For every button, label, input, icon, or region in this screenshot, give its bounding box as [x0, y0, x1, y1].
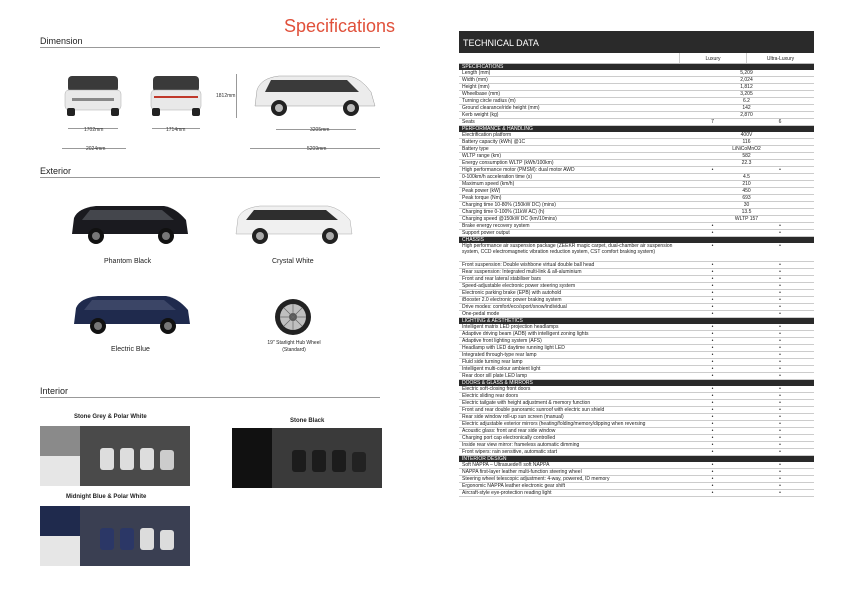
- table-row: [459, 462, 814, 469]
- spec-name: Peak power (kW): [462, 188, 501, 194]
- spec-value-ultra-luxury: •: [779, 469, 781, 475]
- table-row: [459, 435, 814, 442]
- length-label: 5209mm: [307, 146, 327, 152]
- spec-name: Steering wheel telescopic adjustment: 4-way, powered, ID memory: [462, 476, 610, 482]
- spec-name: Fluid side turning rear lamp: [462, 359, 523, 365]
- table-row: [459, 132, 814, 139]
- spec-value: 4.5: [743, 174, 750, 180]
- spec-name: Electric sliding rear doors: [462, 393, 519, 399]
- spec-value: 2,870: [740, 112, 753, 118]
- spec-value-ultra-luxury: •: [779, 223, 781, 229]
- spec-name: Energy consumption WLTP (kWh/100km): [462, 160, 554, 166]
- interior-midnight-blue-photo: [80, 506, 190, 566]
- spec-name: One-pedal mode: [462, 311, 500, 317]
- spec-value-ultra-luxury: •: [779, 483, 781, 489]
- spec-value-ultra-luxury: •: [779, 276, 781, 282]
- table-row: [459, 276, 814, 283]
- table-row: [459, 407, 814, 414]
- spec-value-luxury: •: [711, 276, 714, 282]
- height-dimension-line: [236, 74, 237, 118]
- spec-value-ultra-luxury: •: [779, 243, 781, 249]
- spec-value: 5,209: [740, 70, 753, 76]
- front-track-label: 1702mm: [84, 127, 104, 133]
- spec-value-ultra-luxury: •: [779, 230, 781, 236]
- spec-name: Rear side window roll-up sun screen (manual): [462, 414, 564, 420]
- spec-value-ultra-luxury: •: [779, 269, 781, 275]
- spec-value: LiNiCoMnO2: [732, 146, 761, 152]
- spec-name: High performance air suspension package (ZEEKR magic carpet, dual-chamber air suspension system, CCD electromagnetic vibration reduction system, CST comfort braking system): [462, 243, 673, 255]
- spec-value-luxury: •: [711, 311, 714, 317]
- spec-value: WLTP 157: [734, 216, 759, 222]
- exterior-heading: Exterior: [40, 166, 380, 178]
- spec-value-ultra-luxury: •: [779, 462, 781, 468]
- interior-stone-black-label: Stone Black: [290, 418, 325, 424]
- wheel-label: [254, 340, 334, 354]
- spec-value-ultra-luxury: •: [779, 359, 781, 365]
- spec-name: Rear suspension: Integrated multi-link & all-aluminium: [462, 269, 582, 275]
- spec-name: Rear door sill plate LED lamp: [462, 373, 528, 379]
- spec-value: 13.5: [741, 209, 752, 215]
- spec-value-luxury: •: [711, 366, 714, 372]
- spec-value: 693: [742, 195, 751, 201]
- table-row: [459, 188, 814, 195]
- spec-value-luxury: •: [711, 476, 714, 482]
- table-row: [459, 153, 814, 160]
- spec-value-ultra-luxury: •: [779, 449, 781, 455]
- table-row: [459, 428, 814, 435]
- spec-name: Adaptive driving beam (ADB) with intelligent zoning lights: [462, 331, 589, 337]
- table-row: [459, 442, 814, 449]
- spec-name: 0-100km/h acceleration time (s): [462, 174, 533, 180]
- spec-value-ultra-luxury: •: [779, 373, 781, 379]
- interior-stone-grey-photo: [80, 426, 190, 486]
- table-row: [459, 366, 814, 373]
- spec-value-luxury: •: [711, 414, 714, 420]
- spec-value-luxury: •: [711, 223, 714, 229]
- spec-name: Inside rear view mirror: frameless automatic dimming: [462, 442, 580, 448]
- color-crystal-white: Crystal White: [272, 258, 314, 265]
- spec-value-ultra-luxury: •: [779, 352, 781, 358]
- spec-name: Peak torque (Nm): [462, 195, 502, 201]
- spec-value-luxury: •: [711, 428, 714, 434]
- spec-name: Support power output: [462, 230, 510, 236]
- crystal-white-car: [232, 202, 356, 248]
- page-title: Specifications: [284, 16, 396, 36]
- spec-name: Electric tailgate with height adjustment & memory function: [462, 400, 591, 406]
- section-band: SPECIFICATIONS: [459, 64, 814, 70]
- spec-value-luxury: •: [711, 483, 714, 489]
- spec-name: WLTP range (km): [462, 153, 501, 159]
- spec-value-luxury: •: [711, 442, 714, 448]
- spec-name: Kerb weight (kg): [462, 112, 499, 118]
- table-row: [459, 297, 814, 304]
- interior-stone-grey-label: Stone Grey & Polar White: [74, 414, 147, 420]
- table-row: [459, 393, 814, 400]
- column-header-blank: [459, 53, 679, 63]
- section-band: DOORS & GLASS & MIRRORS: [459, 380, 814, 386]
- spec-name: Soft NAPPA – Ultrasuede® soft NAPPA: [462, 462, 550, 468]
- spec-value: 6.2: [743, 98, 750, 104]
- spec-value-luxury: •: [711, 283, 714, 289]
- spec-name: Brake energy recovery system: [462, 223, 530, 229]
- table-row: [459, 167, 814, 174]
- width-label: 2024mm: [86, 146, 106, 152]
- spec-value-luxury: 7: [711, 119, 714, 125]
- spec-name: Charging time 0-100% (11kW AC) (h): [462, 209, 545, 215]
- spec-name: Front and rear lateral stabiliser bars: [462, 276, 541, 282]
- table-row: [459, 195, 814, 202]
- interior-heading: Interior: [40, 386, 380, 398]
- wheel-icon: [274, 298, 312, 336]
- spec-name: Electric adjustable exterior mirrors (heating/folding/memory/dipping when reversing: [462, 421, 646, 427]
- spec-name: Front wipers: rain sensitive, automatic start: [462, 449, 558, 455]
- spec-value-luxury: •: [711, 352, 714, 358]
- spec-value: 210: [742, 181, 751, 187]
- spec-value-ultra-luxury: •: [779, 324, 781, 330]
- table-row: [459, 119, 814, 126]
- column-header-luxury: Luxury: [679, 53, 746, 63]
- table-row: [459, 469, 814, 476]
- spec-value-ultra-luxury: •: [779, 290, 781, 296]
- technical-data-table: [459, 31, 814, 497]
- interior-midnight-blue-label: Midnight Blue & Polar White: [66, 494, 147, 500]
- height-label: 1812mm: [216, 93, 236, 99]
- table-row: [459, 223, 814, 230]
- spec-name: Battery type: [462, 146, 489, 152]
- dimension-heading: Dimension: [40, 36, 380, 48]
- spec-value-luxury: •: [711, 359, 714, 365]
- table-row: [459, 352, 814, 359]
- spec-name: Length (mm): [462, 70, 491, 76]
- interior-stone-grey-swatches: [40, 426, 80, 486]
- table-row: [459, 160, 814, 167]
- color-electric-blue: Electric Blue: [111, 346, 150, 353]
- table-row: [459, 269, 814, 276]
- spec-value-luxury: •: [711, 421, 714, 427]
- spec-value-ultra-luxury: 6: [778, 119, 782, 125]
- spec-name: Electrification platform: [462, 132, 512, 138]
- spec-name: Ground clearance/ride height (mm): [462, 105, 540, 111]
- spec-value-ultra-luxury: •: [779, 366, 781, 372]
- spec-name: Battery capacity (kWh) @1C: [462, 139, 526, 145]
- spec-value-luxury: •: [711, 243, 714, 249]
- table-row: [459, 230, 814, 237]
- spec-value: 116: [742, 139, 751, 145]
- spec-name: Charging time 10-80% (150kW DC) (mins): [462, 202, 556, 208]
- spec-name: Adaptive front lighting system (AFS): [462, 338, 542, 344]
- spec-value: 30: [743, 202, 750, 208]
- spec-value: 582: [742, 153, 751, 159]
- table-row: [459, 181, 814, 188]
- spec-value: 2,024: [740, 77, 753, 83]
- table-row: [459, 345, 814, 352]
- spec-value-ultra-luxury: •: [779, 338, 781, 344]
- spec-value: 3,205: [740, 91, 753, 97]
- table-row: [459, 70, 814, 77]
- spec-name: Intelligent matrix LED projection headlamps: [462, 324, 559, 330]
- spec-value-luxury: •: [711, 407, 714, 413]
- spec-value-ultra-luxury: •: [779, 345, 781, 351]
- section-band: CHASSIS: [459, 237, 814, 243]
- table-row: [459, 414, 814, 421]
- spec-value-ultra-luxury: •: [779, 331, 781, 337]
- spec-value-ultra-luxury: •: [779, 428, 781, 434]
- spec-value-ultra-luxury: •: [779, 167, 781, 173]
- spec-value-luxury: •: [711, 373, 714, 379]
- table-body: [459, 64, 814, 497]
- spec-name: Maximum speed (km/h): [462, 181, 515, 187]
- spec-value-luxury: •: [711, 400, 714, 406]
- front-view-drawing: [62, 72, 124, 120]
- spec-value-ultra-luxury: •: [779, 414, 781, 420]
- spec-value-ultra-luxury: •: [779, 421, 781, 427]
- table-row: [459, 338, 814, 345]
- spec-name: Aircraft-style eye-protection reading light: [462, 490, 552, 496]
- spec-name: High performance motor (PMSM): dual motor AWD: [462, 167, 575, 173]
- spec-name: Wheelbase (mm): [462, 91, 501, 97]
- spec-value-ultra-luxury: •: [779, 304, 781, 310]
- spec-value-ultra-luxury: •: [779, 435, 781, 441]
- table-row: [459, 84, 814, 91]
- spec-value: 22.3: [741, 160, 752, 166]
- table-row: [459, 243, 814, 262]
- spec-value-ultra-luxury: •: [779, 476, 781, 482]
- section-band: PERFORMANCE & HANDLING: [459, 126, 814, 132]
- table-row: [459, 483, 814, 490]
- table-row: [459, 174, 814, 181]
- spec-value-luxury: •: [711, 338, 714, 344]
- spec-value-luxury: •: [711, 331, 714, 337]
- spec-value: 142: [742, 105, 751, 111]
- table-row: [459, 421, 814, 428]
- spec-value-luxury: •: [711, 469, 714, 475]
- table-row: [459, 304, 814, 311]
- table-row: [459, 139, 814, 146]
- spec-value-ultra-luxury: •: [779, 400, 781, 406]
- spec-value-ultra-luxury: •: [779, 393, 781, 399]
- table-row: [459, 112, 814, 119]
- table-row: [459, 311, 814, 318]
- spec-value-luxury: •: [711, 262, 714, 268]
- table-row: [459, 490, 814, 497]
- spec-name: Electric soft-closing front doors: [462, 386, 531, 392]
- spec-name: Front suspension: Double wishbone virtual double ball head: [462, 262, 595, 268]
- wheelbase-label: 3205mm: [310, 127, 330, 133]
- rear-track-label: 1714mm: [166, 127, 186, 133]
- interior-stone-black-photo: [272, 428, 382, 488]
- spec-value-ultra-luxury: •: [779, 297, 781, 303]
- spec-value-luxury: •: [711, 167, 714, 173]
- table-row: [459, 324, 814, 331]
- spec-value-ultra-luxury: •: [779, 442, 781, 448]
- spec-name: Charging port cap electronically controlled: [462, 435, 556, 441]
- spec-name: Ergonomic NAPPA leather electronic gear shift: [462, 483, 566, 489]
- spec-value-ultra-luxury: •: [779, 407, 781, 413]
- spec-value-luxury: •: [711, 230, 714, 236]
- table-row: [459, 105, 814, 112]
- spec-value-luxury: •: [711, 324, 714, 330]
- technical-data-title: TECHNICAL DATA: [459, 31, 814, 53]
- interior-midnight-blue-swatches: [40, 506, 80, 566]
- spec-name: Integrated through-type rear lamp: [462, 352, 537, 358]
- spec-name: iBooster 2.0 electronic power braking system: [462, 297, 562, 303]
- spec-value-luxury: •: [711, 345, 714, 351]
- table-row: [459, 373, 814, 380]
- spec-value-luxury: •: [711, 435, 714, 441]
- wheel-label-line1: 19" Starlight Hub Wheel: [267, 340, 321, 346]
- spec-name: Speed-adjustable electronic power steering system: [462, 283, 576, 289]
- table-row: [459, 146, 814, 153]
- spec-name: Width (mm): [462, 77, 488, 83]
- table-column-header: [459, 53, 814, 64]
- table-row: [459, 400, 814, 407]
- spec-name: NAPPA first-layer leather multi-function steering wheel: [462, 469, 582, 475]
- spec-value-ultra-luxury: •: [779, 386, 781, 392]
- table-row: [459, 98, 814, 105]
- phantom-black-car: [68, 202, 192, 248]
- spec-value: 400V: [740, 132, 753, 138]
- table-row: [459, 216, 814, 223]
- table-row: [459, 386, 814, 393]
- spec-name: Front and rear double panoramic sunroof with electric sun shield: [462, 407, 605, 413]
- table-row: [459, 262, 814, 269]
- spec-value-luxury: •: [711, 304, 714, 310]
- spec-value-luxury: •: [711, 297, 714, 303]
- spec-value-luxury: •: [711, 490, 714, 496]
- spec-value-luxury: •: [711, 290, 714, 296]
- interior-stone-black-swatch: [232, 428, 272, 488]
- table-row: [459, 290, 814, 297]
- section-band: LIGHTING & AESTHETICS: [459, 318, 814, 324]
- wheel-label-line2: (Standard): [282, 347, 306, 353]
- spec-value: 1,812: [740, 84, 753, 90]
- table-row: [459, 476, 814, 483]
- spec-value-luxury: •: [711, 386, 714, 392]
- spec-name: Charging speed @150kW DC (km/10mins): [462, 216, 557, 222]
- color-phantom-black: Phantom Black: [104, 258, 152, 265]
- spec-value-luxury: •: [711, 393, 714, 399]
- spec-name: Seats: [462, 119, 475, 125]
- spec-value: 450: [742, 188, 751, 194]
- table-row: [459, 77, 814, 84]
- spec-name: Headlamp with LED daytime running light LED: [462, 345, 565, 351]
- spec-value-ultra-luxury: •: [779, 490, 781, 496]
- spec-value-ultra-luxury: •: [779, 283, 781, 289]
- table-row: [459, 209, 814, 216]
- table-row: [459, 449, 814, 456]
- spec-name: Turning circle radius (m): [462, 98, 516, 104]
- table-row: [459, 91, 814, 98]
- spec-name: Acoustic glass: front and rear side window: [462, 428, 556, 434]
- table-row: [459, 283, 814, 290]
- section-band: INTERIOR DESIGN: [459, 456, 814, 462]
- spec-name: Drive modes: comfort/eco/sport/snow/individual: [462, 304, 567, 310]
- electric-blue-car: [70, 292, 194, 338]
- spec-value-ultra-luxury: •: [779, 262, 781, 268]
- table-row: [459, 359, 814, 366]
- spec-value-luxury: •: [711, 462, 714, 468]
- table-row: [459, 202, 814, 209]
- side-view-drawing: [249, 70, 379, 120]
- spec-name: Intelligent multi-colour ambient light: [462, 366, 541, 372]
- spec-value-luxury: •: [711, 449, 714, 455]
- spec-value-ultra-luxury: •: [779, 311, 781, 317]
- column-header-ultra-luxury: Ultra-Luxury: [746, 53, 814, 63]
- spec-name: Electronic parking brake (EPB) with autohold: [462, 290, 562, 296]
- table-row: [459, 331, 814, 338]
- spec-value-luxury: •: [711, 269, 714, 275]
- spec-name: Height (mm): [462, 84, 490, 90]
- rear-view-drawing: [148, 72, 204, 120]
